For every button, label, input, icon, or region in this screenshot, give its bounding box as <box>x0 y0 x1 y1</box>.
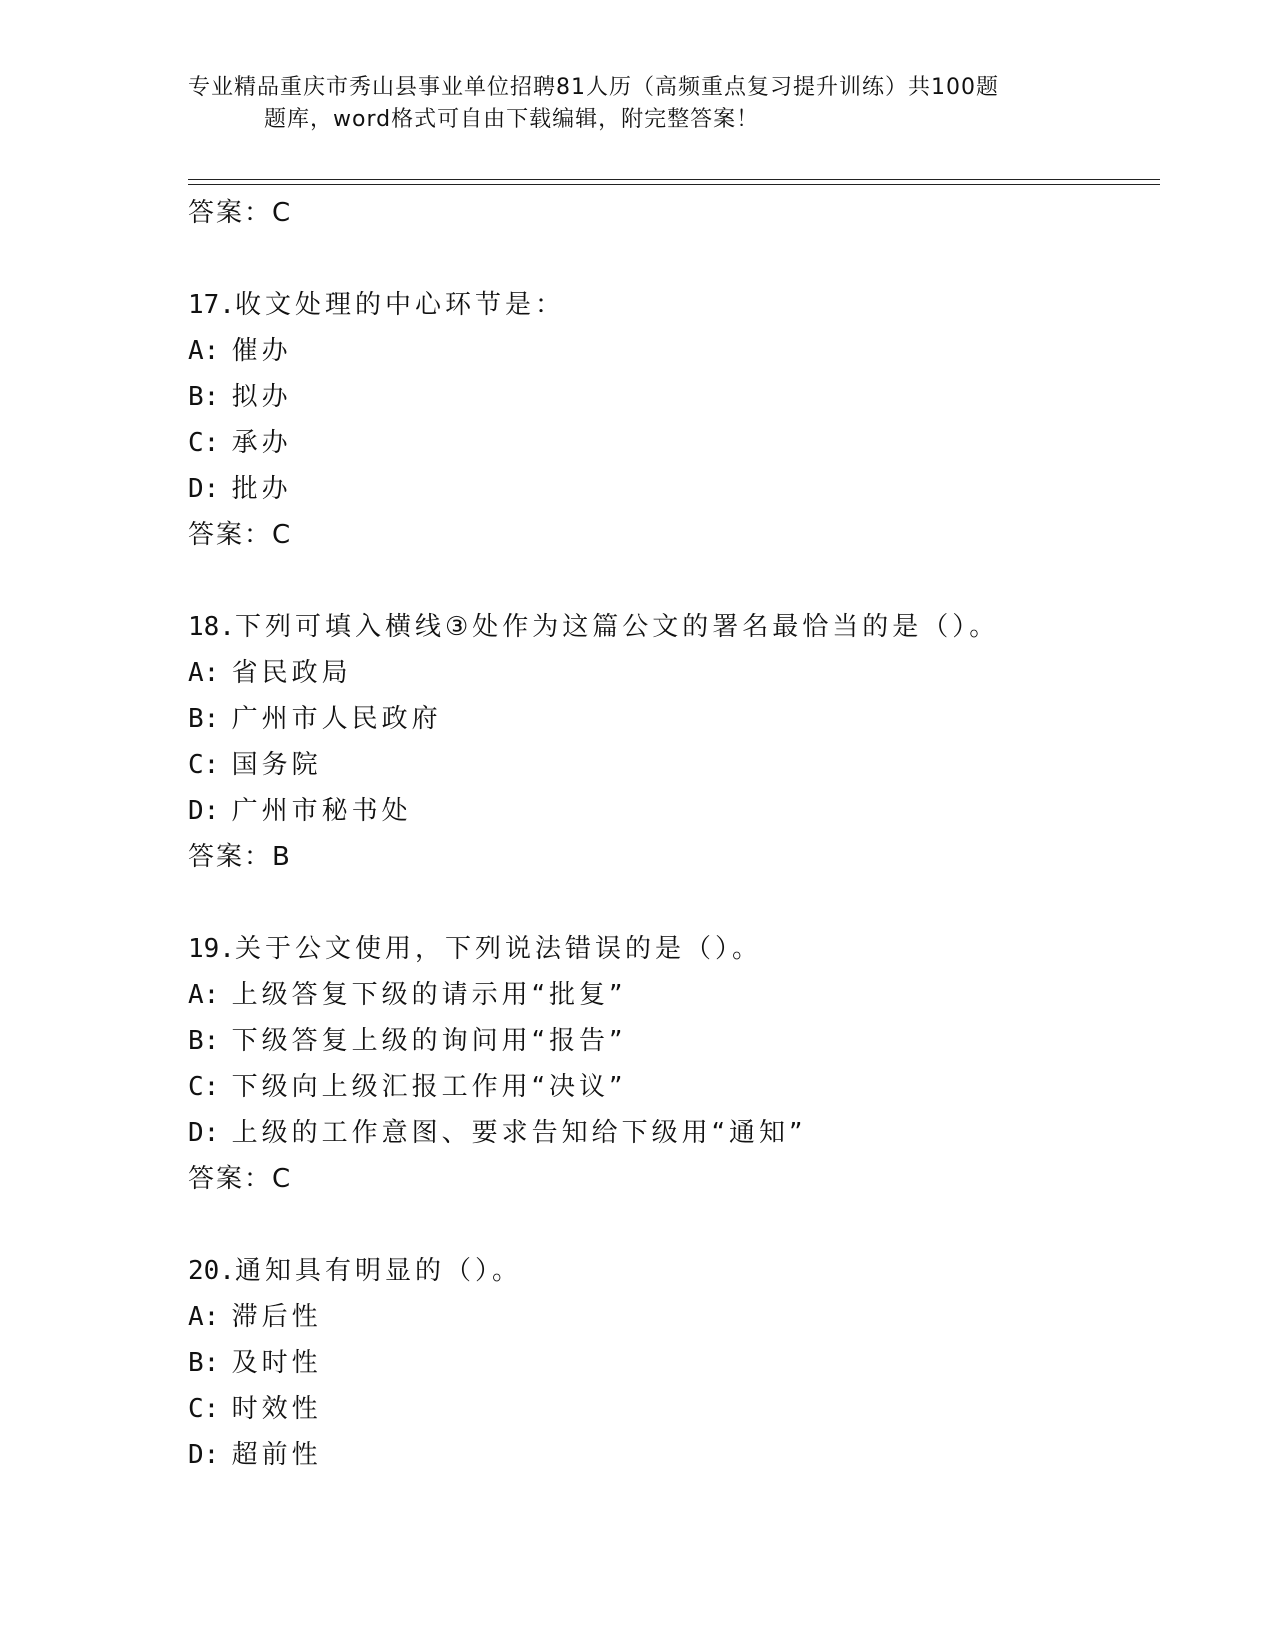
option-letter: D: <box>188 1440 220 1470</box>
option-d <box>188 788 1148 834</box>
option-text: 下级向上级汇报工作用“决议” <box>231 1072 627 1102</box>
option-text: 承办 <box>231 428 292 458</box>
option-d <box>188 1110 1148 1156</box>
option-c <box>188 420 1148 466</box>
option-text: 广州市人民政府 <box>231 704 442 734</box>
option-text: 及时性 <box>231 1348 322 1378</box>
option-c <box>188 742 1148 788</box>
option-letter: C: <box>188 1072 220 1102</box>
option-letter: A: <box>188 980 220 1010</box>
option-letter: B: <box>188 704 220 734</box>
question-text: 关于公文使用，下列说法错误的是（）。 <box>234 934 762 964</box>
option-letter: D: <box>188 796 220 826</box>
answer-line: 答案：C <box>188 1164 293 1194</box>
header-divider-bottom <box>188 184 1160 185</box>
answer-line: 答案：B <box>188 842 292 872</box>
option-letter: A: <box>188 336 220 366</box>
option-a <box>188 328 1148 374</box>
option-b <box>188 1018 1148 1064</box>
answer-line: 答案：C <box>188 520 293 550</box>
question-list <box>188 190 1148 1478</box>
option-letter: D: <box>188 1118 220 1148</box>
previous-answer: 答案：C <box>188 198 293 228</box>
option-text: 省民政局 <box>231 658 352 688</box>
header-title-line1: 专业精品重庆市秀山县事业单位招聘81人历（高频重点复习提升训练）共100题 <box>188 75 999 100</box>
spacer <box>188 236 1148 282</box>
question-text: 下列可填入横线③处作为这篇公文的署名最恰当的是（）。 <box>234 612 1000 642</box>
option-text: 批办 <box>231 474 292 504</box>
question-stem <box>188 1248 1148 1294</box>
header-divider-top <box>188 179 1160 180</box>
option-a <box>188 972 1148 1018</box>
page-header <box>188 72 1088 136</box>
option-c <box>188 1064 1148 1110</box>
question-stem <box>188 604 1148 650</box>
option-b <box>188 374 1148 420</box>
option-text: 拟办 <box>231 382 292 412</box>
option-letter: A: <box>188 1302 220 1332</box>
option-letter: C: <box>188 428 220 458</box>
spacer <box>188 558 1148 604</box>
question-stem <box>188 926 1148 972</box>
option-a <box>188 650 1148 696</box>
option-letter: A: <box>188 658 220 688</box>
option-letter: B: <box>188 382 220 412</box>
option-c <box>188 1386 1148 1432</box>
option-letter: C: <box>188 750 220 780</box>
option-text: 广州市秘书处 <box>231 796 412 826</box>
option-text: 国务院 <box>231 750 322 780</box>
option-text: 时效性 <box>231 1394 322 1424</box>
option-b <box>188 1340 1148 1386</box>
spacer <box>188 880 1148 926</box>
question-text: 收文处理的中心环节是： <box>234 290 565 320</box>
option-letter: C: <box>188 1394 220 1424</box>
question-number: 18. <box>188 612 235 642</box>
option-text: 滞后性 <box>231 1302 322 1332</box>
question-stem <box>188 282 1148 328</box>
question-number: 19. <box>188 934 235 964</box>
header-title-line2: 题库，word格式可自由下载编辑，附完整答案！ <box>264 107 760 132</box>
option-b <box>188 696 1148 742</box>
option-d <box>188 466 1148 512</box>
question-text: 通知具有明显的（）。 <box>234 1256 522 1286</box>
option-text: 上级答复下级的请示用“批复” <box>231 980 627 1010</box>
question-number: 17. <box>188 290 235 320</box>
option-letter: B: <box>188 1348 220 1378</box>
option-letter: B: <box>188 1026 220 1056</box>
option-text: 超前性 <box>231 1440 322 1470</box>
option-a <box>188 1294 1148 1340</box>
option-d <box>188 1432 1148 1478</box>
question-number: 20. <box>188 1256 235 1286</box>
option-letter: D: <box>188 474 220 504</box>
option-text: 上级的工作意图、要求告知给下级用“通知” <box>231 1118 807 1148</box>
option-text: 催办 <box>231 336 292 366</box>
option-text: 下级答复上级的询问用“报告” <box>231 1026 627 1056</box>
spacer <box>188 1202 1148 1248</box>
